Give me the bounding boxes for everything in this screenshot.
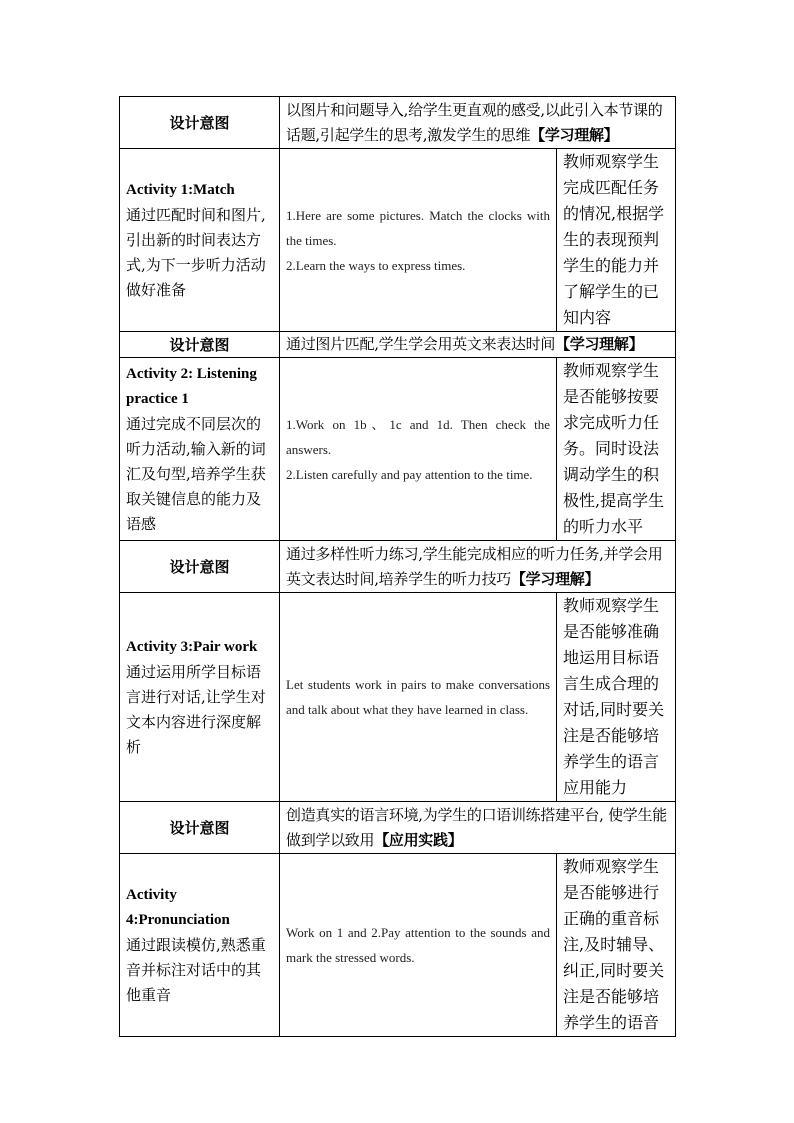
design-intent-label: 设计意图 xyxy=(120,802,280,854)
activity-title: Activity 2: Listening practice 1 xyxy=(126,365,257,407)
evaluation-text: 教师观察学生是否能够准确地运用目标语言生成合理的对话,同时要关注是否能够培养学生的语言应用能力 xyxy=(557,593,676,802)
content-line: 1.Here are some pictures. Match the clocks with the times. xyxy=(286,207,550,248)
activity-description: 通过跟读模仿,熟悉重音并标注对话中的其他重音 xyxy=(126,935,266,1004)
content-line: 1.Work on 1b、1c and 1d. Then check the answers. xyxy=(286,416,550,457)
activity-title: Activity 3:Pair work xyxy=(126,638,258,655)
activity-row xyxy=(120,358,676,541)
design-intent-row xyxy=(120,332,676,358)
activity-title: Activity 1:Match xyxy=(126,181,235,198)
content-line: 2.Learn the ways to express times. xyxy=(286,257,466,273)
design-intent-text: 以图片和问题导入,给学生更直观的感受,以此引入本节课的话题,引起学生的思考,激发学生的思维【学习理解】 xyxy=(280,97,676,149)
lesson-plan-table xyxy=(119,96,676,1037)
intent-tag: 【学习理解】 xyxy=(555,335,644,353)
activity-content xyxy=(280,149,557,332)
design-intent-text: 创造真实的语言环境,为学生的口语训练搭建平台, 使学生能做到学以致用【应用实践】 xyxy=(280,802,676,854)
design-intent-label: 设计意图 xyxy=(120,332,280,358)
intent-tag: 【学习理解】 xyxy=(530,125,619,144)
activity-content xyxy=(280,593,557,802)
activity-description: 通过完成不同层次的听力活动,输入新的词汇及句型,培养学生获取关键信息的能力及语感 xyxy=(126,414,266,533)
activity-content xyxy=(280,854,557,1037)
design-intent-row xyxy=(120,541,676,593)
content-line: Work on 1 and 2.Pay attention to the sounds and mark the stressed words. xyxy=(286,925,550,965)
evaluation-text: 教师观察学生完成匹配任务的情况,根据学生的表现预判学生的能力并了解学生的已知内容 xyxy=(557,149,676,332)
intent-tag: 【应用实践】 xyxy=(374,830,463,849)
design-intent-label: 设计意图 xyxy=(120,97,280,149)
design-intent-label: 设计意图 xyxy=(120,541,280,593)
evaluation-text: 教师观察学生是否能够进行正确的重音标注,及时辅导、纠正,同时要关注是否能够培养学生的语音 xyxy=(557,854,676,1037)
activity-cell xyxy=(120,593,280,802)
design-intent-row xyxy=(120,97,676,149)
activity-row xyxy=(120,149,676,332)
design-intent-text: 通过图片匹配,学生学会用英文来表达时间【学习理解】 xyxy=(280,332,676,358)
activity-cell xyxy=(120,149,280,332)
design-intent-row xyxy=(120,802,676,854)
content-line: Let students work in pairs to make conversations and talk about what they have learned in class. xyxy=(286,677,550,717)
design-intent-text: 通过多样性听力练习,学生能完成相应的听力任务,并学会用英文表达时间,培养学生的听力技巧【学习理解】 xyxy=(280,541,676,593)
activity-description: 通过匹配时间和图片,引出新的时间表达方式,为下一步听力活动做好准备 xyxy=(126,205,266,299)
activity-content xyxy=(280,358,557,541)
content-line: 2.Listen carefully and pay attention to the time. xyxy=(286,466,533,482)
evaluation-text: 教师观察学生是否能够按要求完成听力任务。同时设法调动学生的积极性,提高学生的听力水平 xyxy=(557,358,676,541)
activity-title: Activity 4:Pronunciation xyxy=(126,886,230,928)
activity-description: 通过运用所学目标语言进行对话,让学生对文本内容进行深度解析 xyxy=(126,662,266,756)
activity-row xyxy=(120,593,676,802)
activity-cell xyxy=(120,358,280,541)
activity-cell xyxy=(120,854,280,1037)
activity-row xyxy=(120,854,676,1037)
intent-tag: 【学习理解】 xyxy=(510,569,600,588)
